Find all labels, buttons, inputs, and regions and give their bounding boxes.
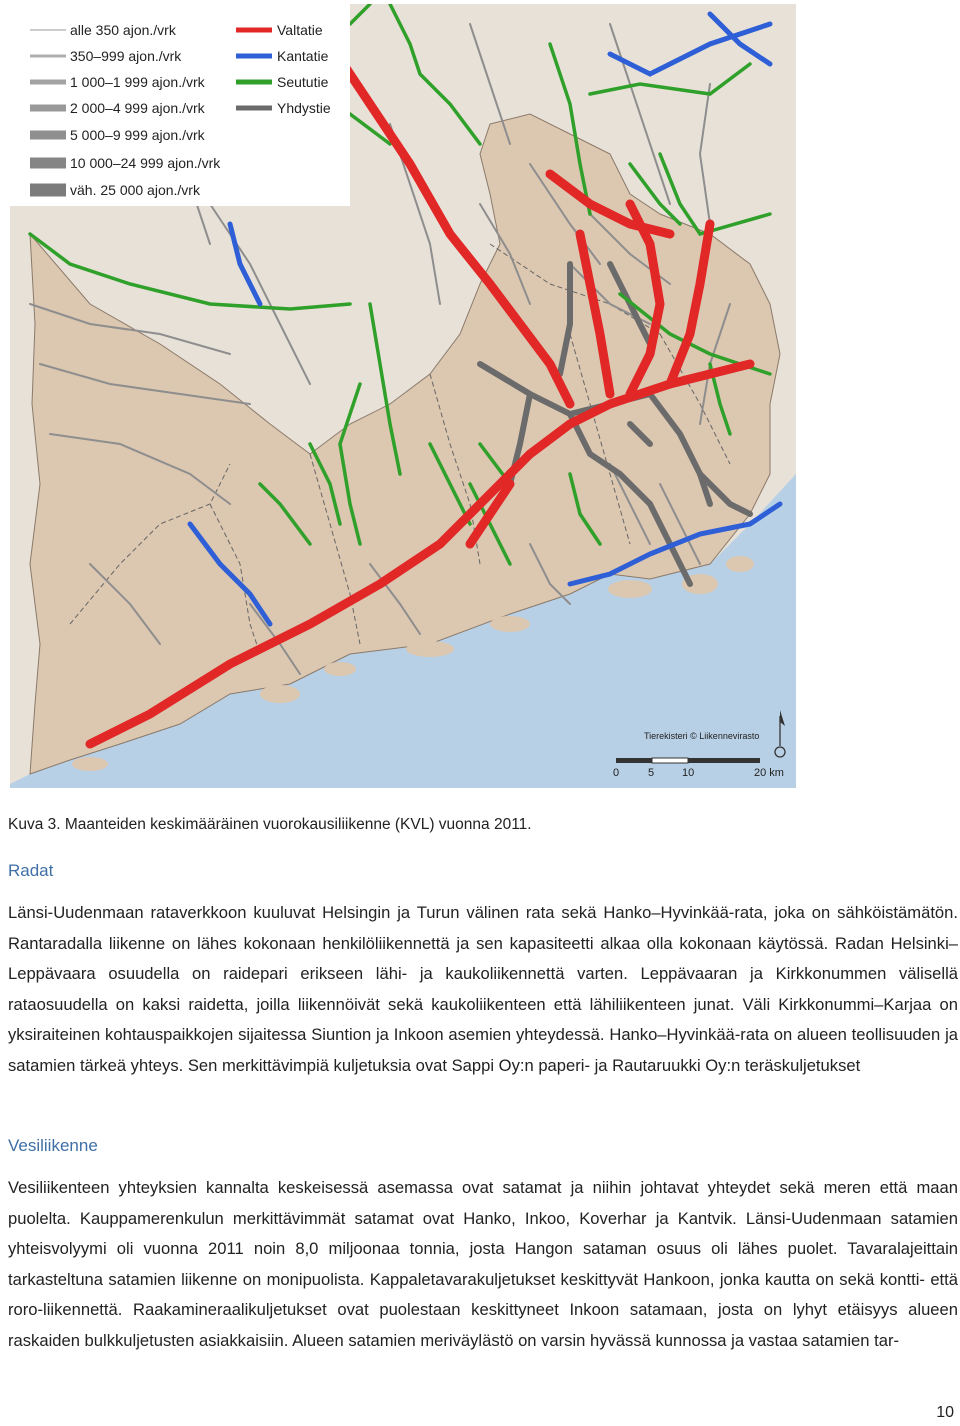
legend-class-label: 350–999 ajon./vrk <box>70 48 182 64</box>
legend-class-label: 1 000–1 999 ajon./vrk <box>70 74 205 90</box>
map-credit: Tierekisteri © Liikennevirasto <box>644 731 760 741</box>
scale-label: 5 <box>648 767 655 779</box>
legend-class-label: alle 350 ajon./vrk <box>70 22 176 38</box>
page-number: 10 <box>936 1404 954 1421</box>
figure-caption: Kuva 3. Maanteiden keskimääräinen vuorokausiliikenne (KVL) vuonna 2011. <box>8 816 532 833</box>
legend-class-label: väh. 25 000 ajon./vrk <box>70 182 200 198</box>
legend-class-label: 2 000–4 999 ajon./vrk <box>70 100 205 116</box>
legend-class-label: 10 000–24 999 ajon./vrk <box>70 155 221 171</box>
traffic-volume-map <box>10 4 796 788</box>
legend-road-label: Seututie <box>277 74 329 90</box>
legend-road-label: Kantatie <box>277 48 329 64</box>
scale-label: 10 <box>682 767 695 779</box>
section-paragraph-radat: Länsi-Uudenmaan rataverkkoon kuuluvat Helsingin ja Turun välinen rata sekä Hanko–Hyvinkää-rata, joka on sähköistämätön. Rantaradalla liikenne on lähes kokonaan henkilöliikennettä ja sen kapasiteetti alkaa olla kokonaan käytössä. Radan Helsinki–Leppävaara osuudella on raidepari erikseen lähi- ja kaukoliikennettä varten. Leppävaaran ja Kirkkonummen välisellä rataosuudella on kaksi raidetta, joilla liikennöivät sekä kaukoliikenteen että lähiliikenteen junat. Väli Kirkkonummi–Karjaa on yksiraiteinen kohtauspaikkojen sijaitessa Siuntion ja Inkoon asemien yhteydessä. Hanko–Hyvinkää-rata on alueen teollisuuden ja satamien tärkeä yhteys. Sen merkittävimpiä kuljetuksia ovat Sappi Oy:n paperi- ja Rautaruukki Oy:n teräskuljetukset <box>8 903 958 1075</box>
legend-road-label: Yhdystie <box>277 100 331 116</box>
section-heading-vesiliikenne: Vesiliikenne <box>8 1136 98 1155</box>
section-heading-radat: Radat <box>8 861 54 880</box>
scale-label: 0 <box>613 767 620 779</box>
legend-class-label: 5 000–9 999 ajon./vrk <box>70 127 205 143</box>
section-paragraph-vesiliikenne: Vesiliikenteen yhteyksien kannalta keskeisessä asemassa ovat satamat ja niihin johtavat yhteydet sekä meren että maan puolelta. Kauppamerenkulun merkittävimmät satamat ovat Hanko, Inkoo, Koverhar ja Kantvik. Länsi-Uudenmaan satamien yhteisvolyymi oli vuonna 2011 noin 8,0 miljoonaa tonnia, josta Hangon sataman osuus oli lähes puolet. Tavaralajeittain tarkasteltuna satamien liikenne on monipuolista. Kappaletavarakuljetukset keskittyvät Hankoon, jonka kautta on sekä kontti- että roro-liikennettä. Raakamineraalikuljetukset ovat puolestaan keskittyneet Inkoon satamaan, josta on lyhyt etäisyys alueen raskaiden bulkkuljetusten asiakkaisiin. Alueen satamien meriväylästö on varsin hyvässä kunnossa ja vastaa satamien tar- <box>8 1178 958 1350</box>
legend-road-label: Valtatie <box>277 22 323 38</box>
scale-label: 20 km <box>754 767 784 779</box>
